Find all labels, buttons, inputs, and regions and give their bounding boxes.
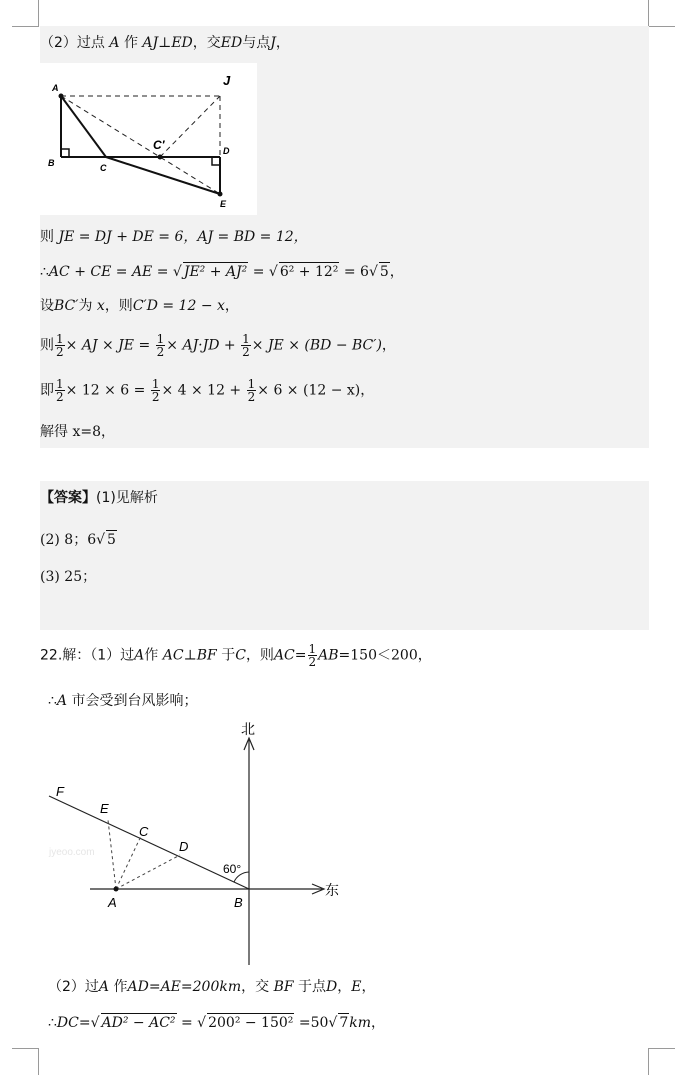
label-F: F <box>56 784 64 799</box>
label-east: 东 <box>325 882 339 898</box>
label-north: 北 <box>241 721 255 737</box>
equation-4: 则 $\frac{1}{2}$ × AJ × JE = $\frac{1}{2}$ × AJ·JD + $\frac{1}{2}$ × JE × (BD − BC′)， <box>40 332 396 359</box>
label-D: D <box>223 146 230 156</box>
q22-line-3: （2）过A 作AD=AE=200km，交 BF 于点D，E， <box>48 979 376 995</box>
equation-6: 解得 x=8， <box>40 424 115 440</box>
label-A: A <box>108 895 117 910</box>
label-J: J <box>223 73 231 88</box>
crop-mark-bottom-right <box>648 1048 675 1075</box>
label-D: D <box>179 839 189 854</box>
label-angle: 60° <box>223 862 242 876</box>
equation-2: ∴AC + CE = AE = √ JE² + AJ² = √ 6² + 12² = 6√ 5， <box>40 264 404 280</box>
label-C-prime: C′ <box>153 138 165 152</box>
answer-part3: (3) 25； <box>40 569 97 585</box>
equation-3: 设BC′为 x，则C′D = 12 − x， <box>40 298 239 314</box>
crop-mark-top-left <box>12 0 39 27</box>
typhoon-diagram <box>40 718 350 966</box>
crop-mark-top-right <box>648 0 675 27</box>
figure-typhoon <box>40 718 350 966</box>
answer-part2: (2) 8；6√ 5 <box>40 532 116 548</box>
watermark: jyeoo.com <box>49 847 95 858</box>
equation-1: 则 JE = DJ + DE = 6，AJ = BD = 12， <box>40 229 308 245</box>
answer-title: 【答案】(1)见解析 <box>40 490 158 506</box>
label-B: B <box>234 895 243 910</box>
crop-mark-bottom-left <box>12 1048 39 1075</box>
q22-line-1: 22.解：（1）过A作 AC⊥BF 于C，则AC= $\frac{1}{2}$ AB=150＜200， <box>40 642 432 669</box>
figure-triangle <box>40 63 257 215</box>
triangle-diagram <box>40 63 257 215</box>
q22-line-2: ∴A 市会受到台风影响； <box>48 693 198 709</box>
label-C: C <box>139 824 149 839</box>
label-B: B <box>48 158 55 168</box>
equation-5: 即 $\frac{1}{2}$ × 12 × 6 = $\frac{1}{2}$ × 4 × 12 + $\frac{1}{2}$ × 6 × (12 − x)， <box>40 377 375 404</box>
label-E: E <box>100 801 109 816</box>
label-E: E <box>220 199 227 209</box>
part2-intro: （2）过点 A 作 AJ⊥ED，交ED与点J， <box>40 35 290 51</box>
q22-line-4: ∴DC=√ AD² − AC² = √ 200² − 150² =50√ 7km， <box>48 1015 386 1031</box>
label-A: A <box>52 83 59 93</box>
label-C: C <box>100 163 107 173</box>
